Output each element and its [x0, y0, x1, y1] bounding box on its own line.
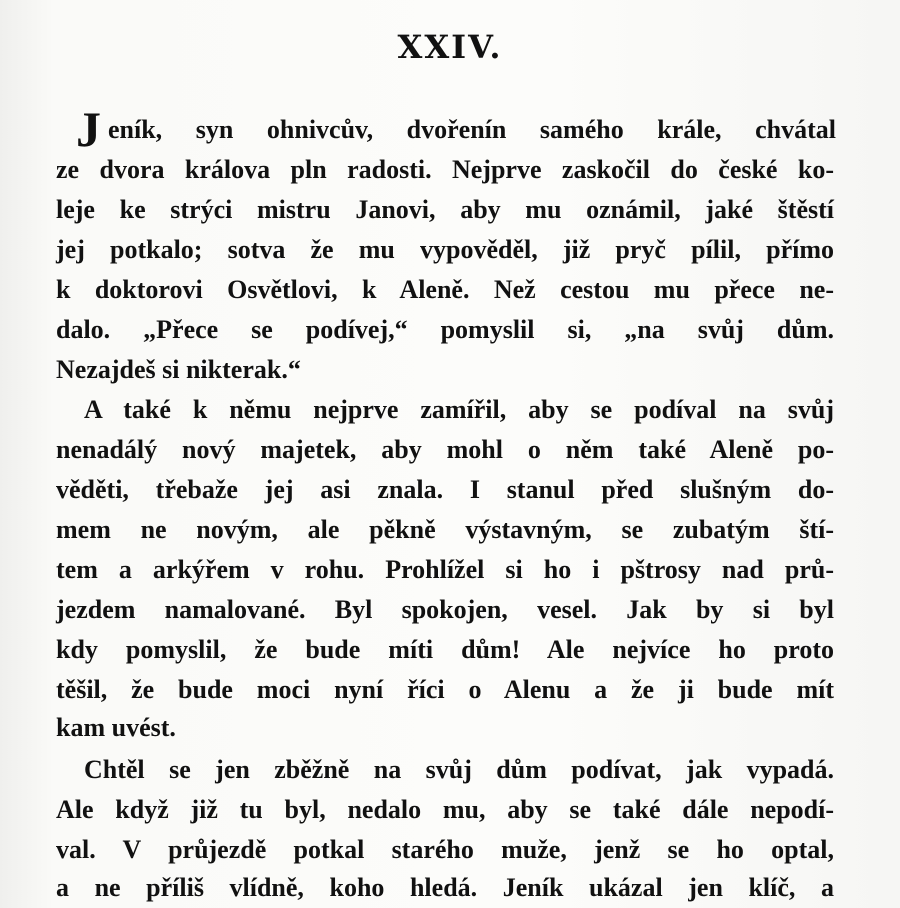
text-line: věděti, třebaže jej asi znala. I stanul před slušným do-: [56, 475, 834, 504]
text-line: Nezajdeš si nikterak.“: [56, 355, 301, 384]
text-line: Chtěl se jen zběžně na svůj dům podívat, jak vypadá.: [84, 755, 834, 784]
text-line: nenadálý nový majetek, aby mohl o něm také Aleně po-: [56, 435, 834, 464]
text-line: kam uvést.: [56, 713, 176, 742]
text-line: dalo. „Přece se podívej,“ pomyslil si, „na svůj dům.: [56, 315, 834, 344]
drop-cap: J: [76, 101, 101, 157]
text-line: těšil, že bude moci nyní říci o Alenu a že ji bude mít: [56, 675, 834, 704]
text-line: a ne příliš vlídně, koho hledá. Jeník ukázal jen klíč, a: [56, 873, 834, 902]
text-line: kdy pomyslil, že bude míti dům! Ale nejvíce ho proto: [56, 635, 834, 664]
text-line: leje ke strýci mistru Janovi, aby mu oznámil, jaké štěstí: [56, 195, 834, 224]
chapter-heading: XXIV.: [397, 28, 503, 66]
text-line: k doktorovi Osvětlovi, k Aleně. Než cestou mu přece ne-: [56, 275, 834, 304]
text-line: Ale když již tu byl, nedalo mu, aby se také dále nepodí-: [56, 795, 834, 824]
text-line: jezdem namalované. Byl spokojen, vesel. Jak by si byl: [56, 595, 834, 624]
text-line: eník, syn ohnivcův, dvořenín samého krále, chvátal: [108, 115, 836, 144]
text-line: val. V průjezdě potkal starého muže, jenž se ho optal,: [56, 835, 834, 864]
text-line: tem a arkýřem v rohu. Prohlížel si ho i pštrosy nad prů-: [56, 555, 834, 584]
text-line: mem ne novým, ale pěkně výstavným, se zubatým ští-: [56, 515, 834, 544]
text-line: A také k němu nejprve zamířil, aby se podíval na svůj: [84, 395, 834, 424]
text-line: ze dvora králova pln radosti. Nejprve zaskočil do české ko-: [56, 155, 834, 184]
text-line: jej potkalo; sotva že mu vypověděl, již pryč pílil, přímo: [56, 235, 834, 264]
